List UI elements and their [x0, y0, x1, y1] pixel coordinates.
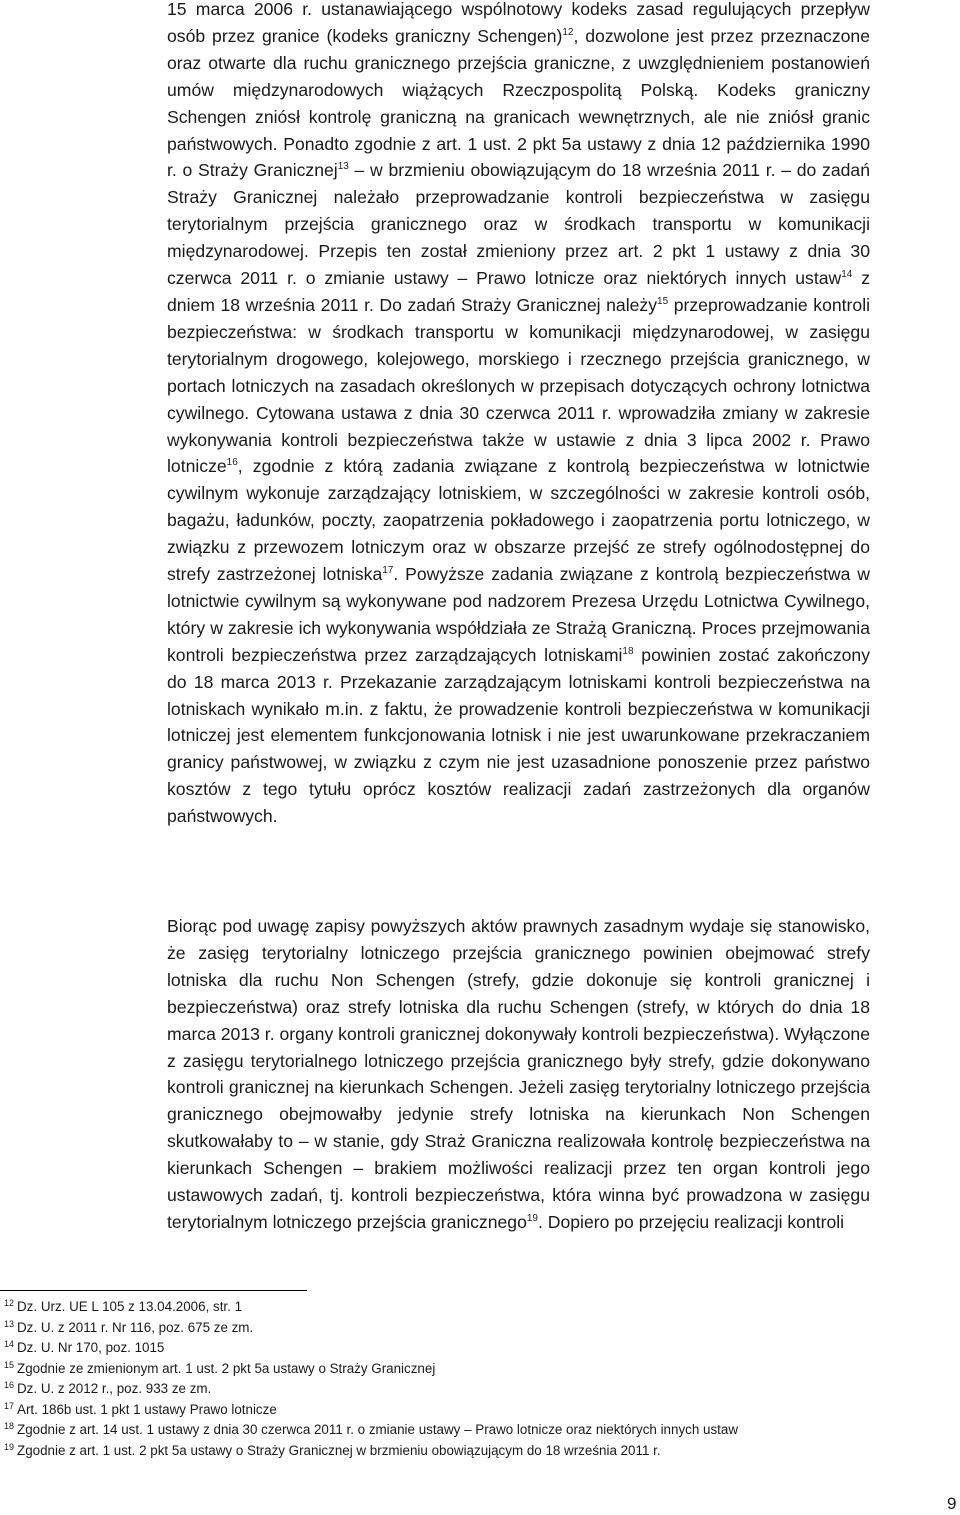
footnote-text: Dz. Urz. UE L 105 z 13.04.2006, str. 1	[17, 1299, 243, 1314]
footnote-ref: 19	[526, 1212, 538, 1224]
footnote-ref: 13	[337, 161, 349, 173]
footnote-ref: 14	[841, 269, 853, 281]
footnote-number: 14	[4, 1339, 15, 1349]
footnote-number: 19	[4, 1441, 15, 1452]
footnote	[4, 1297, 954, 1318]
footnote-ref: 12	[562, 26, 574, 38]
footnote	[4, 1359, 954, 1380]
footnote-separator	[0, 1290, 307, 1291]
text-run: 15 marca 2006 r. ustanawiającego wspólnotowy kodeks zasad regulujących przepływ osób przez granice (kodeks graniczny Schengen)	[167, 0, 870, 46]
footnote-text: Art. 186b ust. 1 pkt 1 ustawy Prawo lotnicze	[17, 1401, 277, 1417]
text-run: . Dopiero po przejęciu realizacji kontroli	[538, 1211, 845, 1232]
text-run: z dniem 18 września 2011 r. Do zadań Straży Granicznej należy	[167, 268, 871, 315]
footnote-number: 18	[4, 1421, 15, 1431]
footnote	[4, 1318, 954, 1339]
footnote-text: Zgodnie z art. 1 ust. 2 pkt 5a ustawy o Straży Granicznej w brzmieniu obowiązującym do 18 września 2011 r.	[17, 1442, 661, 1458]
footnote-number: 17	[4, 1400, 15, 1411]
footnote-ref: 18	[622, 645, 634, 657]
footnote-text: Dz. U. z 2012 r., poz. 933 ze zm.	[17, 1381, 212, 1396]
footnotes	[4, 1297, 954, 1461]
footnote	[4, 1400, 954, 1421]
footnote-ref: 17	[382, 565, 394, 577]
footnote-number: 15	[4, 1359, 15, 1370]
text-run: przeprowadzanie kontroli bezpieczeństwa: w środkach transportu w komunikacji międzynarodowej, w zasięgu terytorialnym drogowego, kolejowego, morskiego i rzecznego przejścia granicznego, w portach lotniczych na zasadach określonych w przepisach dotyczących ochrony lotnictwa cywilnego. Cytowana ustawa z dnia 30 czerwca 2011 r. wprowadziła zmiany w zakresie wykonywania kontroli bezpieczeństwa także w ustawie z dnia 3 lipca 2002 r. Prawo lotnicze	[167, 294, 871, 477]
text-run: , zgodnie z którą zadania związane z kontrolą bezpieczeństwa w lotnictwie cywilnym wykonuje zarządzający lotniskiem, w szczególności w zakresie kontroli osób, bagażu, ładunków, poczty, zaopatrzenia pokładowego i zaopatrzenia portu lotniczego, w związku z przewozem lotniczym oraz w obszarze przejść ze strefy ogólnodostępnej do strefy zastrzeżonej lotniska	[167, 456, 870, 585]
footnote-text: Dz. U. Nr 170, poz. 1015	[17, 1340, 165, 1355]
footnote	[4, 1338, 954, 1359]
body-paragraph	[167, 913, 870, 1236]
footnote-number: 13	[4, 1318, 15, 1329]
text-run: Biorąc pod uwagę zapisy powyższych aktów prawnych zasadnym wydaje się stanowisko, że zasięg terytorialny lotniczego przejścia granicznego powinien obejmować strefy lotniska dla ruchu Non Schengen (strefy, gdzie dokonuje się kontroli granicznej i bezpieczeństwa) oraz strefy lotniska dla ruchu Schengen (strefy, w których do dnia 18 marca 2013 r. organy kontroli granicznej dokonywały kontroli bezpieczeństwa). Wyłączone z zasięgu terytorialnego lotniczego przejścia granicznego były strefy, gdzie dokonywano kontroli granicznej na kierunkach Schengen. Jeżeli zasięg terytorialny lotniczego przejścia granicznego obejmowałby jedynie strefy lotniska na kierunkach Non Schengen skutkowałaby to – w stanie, gdy Straż Graniczna realizowała kontrolę bezpieczeństwa na kierunkach Schengen – brakiem możliwości realizacji przez ten organ kontroli jego ustawowych zadań, tj. kontroli bezpieczeństwa, która winna być prowadzona w zasięgu terytorialnym lotniczego przejścia granicznego	[167, 916, 870, 1232]
footnote-ref: 15	[657, 295, 669, 307]
footnote	[4, 1420, 954, 1441]
footnote-text: Zgodnie ze zmienionym art. 1 ust. 2 pkt 5a ustawy o Straży Granicznej	[17, 1360, 436, 1376]
footnote	[4, 1379, 954, 1400]
text-run: – w brzmieniu obowiązującym do 18 września 2011 r. – do zadań Straży Granicznej należało przeprowadzanie kontroli bezpieczeństwa w zasięgu terytorialnym przejścia granicznego oraz w środkach transportu w komunikacji międzynarodowej. Przepis ten został zmieniony przez art. 2 pkt 1 ustawy z dnia 30 czerwca 2011 r. o zmianie ustawy – Prawo lotnicze oraz niektórych innych ustaw	[167, 160, 870, 289]
footnote-text: Zgodnie z art. 14 ust. 1 ustawy z dnia 30 czerwca 2011 r. o zmianie ustawy – Prawo lotnicze oraz niektórych innych ustaw	[17, 1422, 738, 1437]
footnote-text: Dz. U. z 2011 r. Nr 116, poz. 675 ze zm.	[17, 1319, 254, 1335]
footnote	[4, 1441, 954, 1462]
body-paragraph	[167, 0, 870, 830]
text-run: , dozwolone jest przez przeznaczone oraz otwarte dla ruchu granicznego przejścia graniczne, z uwzględnieniem postanowień umów międzynarodowych wiążących Rzeczpospolitą Polską. Kodeks graniczny Schengen zniósł kontrolę graniczną na granicach wewnętrznych, ale nie zniósł granic państwowych. Ponadto zgodnie z art. 1 ust. 2 pkt 5a ustawy z dnia 12 października 1990 r. o Straży Granicznej	[167, 25, 870, 181]
footnote-number: 12	[4, 1298, 15, 1308]
page-number: 9	[947, 1494, 957, 1513]
text-run: . Powyższe zadania związane z kontrolą bezpieczeństwa w lotnictwie cywilnym są wykonywane pod nadzorem Prezesa Urzędu Lotnictwa Cywilnego, który w zakresie ich wykonywania współdziała ze Strażą Graniczną. Proces przejmowania kontroli bezpieczeństwa przez zarządzających lotniskami	[167, 564, 870, 665]
footnote-number: 16	[4, 1380, 15, 1390]
text-run: powinien zostać zakończony do 18 marca 2013 r. Przekazanie zarządzającym lotniskami kontroli bezpieczeństwa na lotniskach wynikało m.in. z faktu, że prowadzenie kontroli bezpieczeństwa w komunikacji lotniczej jest elementem funkcjonowania lotnisk i nie jest uwarunkowane przekraczaniem granicy państwowej, w związku z czym nie jest uzasadnione ponoszenie przez państwo kosztów z tego tytułu oprócz kosztów realizacji zadań zastrzeżonych dla organów państwowych.	[167, 644, 870, 827]
footnote-ref: 16	[226, 457, 238, 469]
